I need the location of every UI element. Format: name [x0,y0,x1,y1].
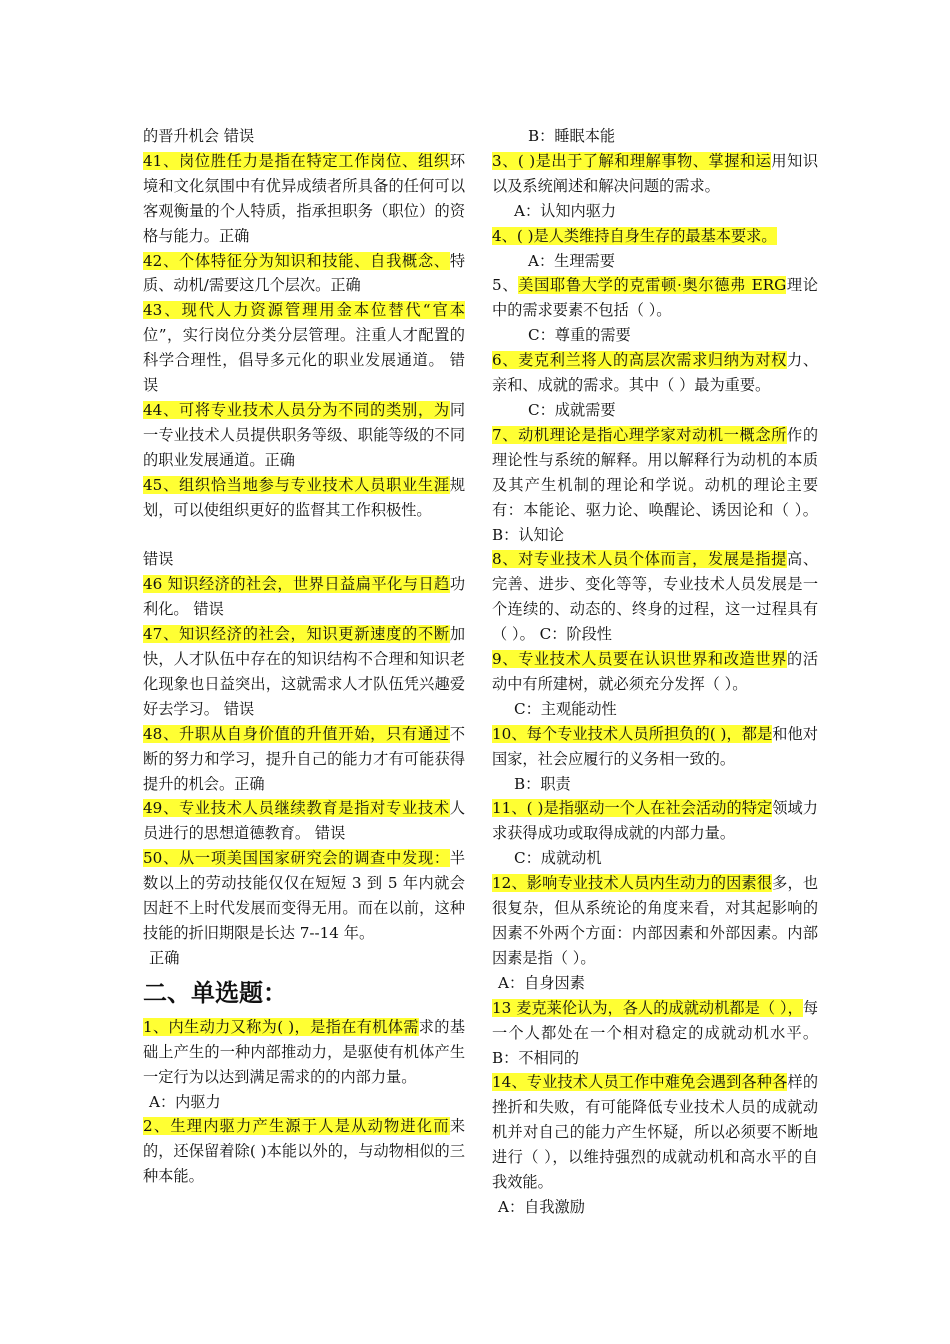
question-6 [492,348,818,398]
statement-text: 环境和文化氛围中有优异成绩者所具备的任何可以客观衡量的个人特质，指承担职务（职位）的资格与能力。正确 [143,151,465,245]
answer-text: B：职责 [514,774,571,793]
question-4 [492,224,818,249]
highlighted-text: 2、生理内驱力产生源于人是从动物进化而 [143,1117,450,1136]
question-text: 理论中的需求要素不包括（ ）。 [492,276,818,320]
answer-text: C：尊重的需要 [528,326,631,345]
highlighted-text: 10、每个专业技术人员所担负的( )，都是 [492,724,773,743]
statement-48 [143,722,465,797]
statement-45 [143,473,465,523]
question-12 [492,871,818,971]
question-text: 高、完善、进步、变化等等，专业技术人员发展是一个连续的、动态的、终身的过程，这一过程具有（ ）。 C：阶段性 [492,550,819,644]
question-1 [143,1015,465,1090]
question-5 [492,273,818,323]
question-text: 每一个人都处在一个相对稳定的成就动机水平。 B：不相同的 [492,998,818,1067]
question-text: 力、亲和、成就的需求。其中（ ）最为重要。 [492,351,819,395]
answer-text: A：内驱力 [149,1092,221,1111]
highlighted-text: 49、专业技术人员继续教育是指对专业技术 [143,799,450,818]
blank-line [143,523,465,548]
answer-text: 错误 [143,550,174,569]
question-9 [492,647,818,697]
question-13 [492,996,818,1071]
highlighted-text: 8、对专业技术人员个体而言，发展是指提 [492,550,787,569]
statement-50 [143,846,465,946]
answer-text: C：成就动机 [514,849,602,868]
statement-text: 规划，可以使组织更好的监督其工作积极性。 [143,475,465,519]
statement-text: 半数以上的劳动技能仅仅在短短 3 到 5 年内就会因赶不上时代发展而变得无用。而在以前，这种技能的折旧期限是长达 7--14 年。 [143,849,465,942]
statement-41 [143,149,465,249]
highlighted-text: 44、可将专业技术人员分为不同的类别，为 [143,400,450,419]
highlighted-text: 4、( )是人类维持自身生存的最基本要求。 [492,226,777,245]
question-11 [492,796,818,846]
answer-text: A：认知内驱力 [514,201,617,220]
question-8 [492,547,818,647]
question-text: 样的挫折和失败，有可能降低专业技术人员的成就动机并对自己的能力产生怀疑，所以必须要不断地进行（ ），以维持强烈的成就动机和高水平的自我效能。 [492,1073,819,1192]
highlighted-text: 13 麦克莱伦认为，各人的成就动机都是（ ）， [492,998,803,1017]
highlighted-text: 7、动机理论是指心理学家对动机一概念所 [492,425,787,444]
highlighted-text: 12、影响专业技术人员内生动力的因素很 [492,874,773,893]
highlighted-text: 43、现代人力资源管理用金本位替代“官本 [143,301,465,320]
highlighted-text: 41、岗位胜任力是指在特定工作岗位、组织 [143,151,450,170]
question-7 [492,423,818,548]
statement-43 [143,298,465,398]
statement-42 [143,249,465,299]
statement-text: 人员进行的思想道德教育。 错误 [143,799,465,843]
text-line: 的晋升机会 错误 [143,127,255,145]
question-10 [492,722,818,772]
highlighted-text: 11、( )是指驱动一个人在社会活动的特定 [492,799,773,818]
statement-46 [143,572,465,622]
question-text: 来的，还保留着除( )本能以外的，与动物相似的三种本能。 [143,1117,465,1186]
statement-49 [143,796,465,846]
answer-text: 正确 [149,948,180,967]
answer-text: C：成就需要 [528,400,616,419]
highlighted-text: 9、专业技术人员要在认识世界和改造世界 [492,650,787,669]
section-heading: 二、单选题： [143,978,287,1007]
answer-text: C：主观能动性 [514,699,617,718]
right-column [492,124,818,1220]
highlighted-text: 48、升职从自身价值的升值开始，只有通过 [143,724,450,743]
question-number: 5、 [492,276,519,295]
question-text: 的活动中有所建树，就必须充分发挥（ ）。 [492,650,819,693]
question-text: 多，也很复杂，但从系统论的角度来看，对其起影响的因素不外两个方面：内部因素和外部因素。内部因素是指（ ）。 [492,874,819,967]
answer-text: B：睡眠本能 [528,127,616,145]
question-14 [492,1070,818,1195]
highlighted-text: 47、知识经济的社会，知识更新速度的不断 [143,625,450,644]
highlighted-text: 42、个体特征分为知识和技能、自我概念、 [143,251,450,270]
statement-text: 加快，人才队伍中存在的知识结构不合理和知识老化现象也日益突出，这就需求人才队伍凭兴趣爱好去学习。 错误 [143,625,465,718]
highlighted-text: 45、组织恰当地参与专业技术人员职业生涯 [143,475,450,494]
highlighted-text: 14、专业技术人员工作中难免会遇到各种各 [492,1073,788,1092]
highlighted-text: 3、( )是出于了解和理解事物、掌握和运 [492,151,772,170]
question-3 [492,149,818,199]
question-text: 作的理论性与系统的解释。用以解释行为动机的本质及其产生机制的理论和学说。动机的理论主要有：本能论、驱力论、唤醒论、诱因论和（ ）。 B：认知论 [492,425,819,544]
question-text: 用知识以及系统阐述和解决问题的需求。 [492,151,819,195]
answer-text: A：自身因素 [498,973,585,992]
left-column [143,124,465,1189]
question-2 [143,1114,465,1189]
statement-text: 位”，实行岗位分类分层管理。注重人才配置的科学合理性，倡导多元化的职业发展通道。 错误 [143,326,465,395]
statement-44 [143,398,465,473]
question-text: 领域力求获得成功或取得成就的内部力量。 [492,799,818,843]
statement-text: 同一专业技术人员提供职务等级、职能等级的不同的职业发展通道。正确 [143,400,465,469]
answer-text: A：自我激励 [498,1197,585,1216]
highlighted-text: 6、麦克利兰将人的高层次需求归纳为对权 [492,351,787,370]
statement-text: 功利化。 错误 [143,575,465,619]
highlighted-text: 美国耶鲁大学的克雷顿·奥尔德弗 ERG [518,276,787,295]
highlighted-text: 50、从一项美国国家研究会的调查中发现： [143,849,450,868]
highlighted-text: 1、内生动力又称为( )，是指在有机体需 [143,1017,419,1036]
question-text: 和他对国家，社会应履行的义务相一致的。 [492,724,818,768]
statement-text: 特质、动机/需要这几个层次。正确 [143,251,465,295]
statement-text: 不断的努力和学习，提升自己的能力才有可能获得提升的机会。正确 [143,724,465,793]
highlighted-text: 46 知识经济的社会，世界日益扁平化与日趋 [143,575,450,594]
question-text: 求的基础上产生的一种内部推动力，是驱使有机体产生一定行为以达到满足需求的的内部力量。 [143,1017,466,1086]
statement-47 [143,622,465,722]
answer-text: A：生理需要 [528,251,615,270]
